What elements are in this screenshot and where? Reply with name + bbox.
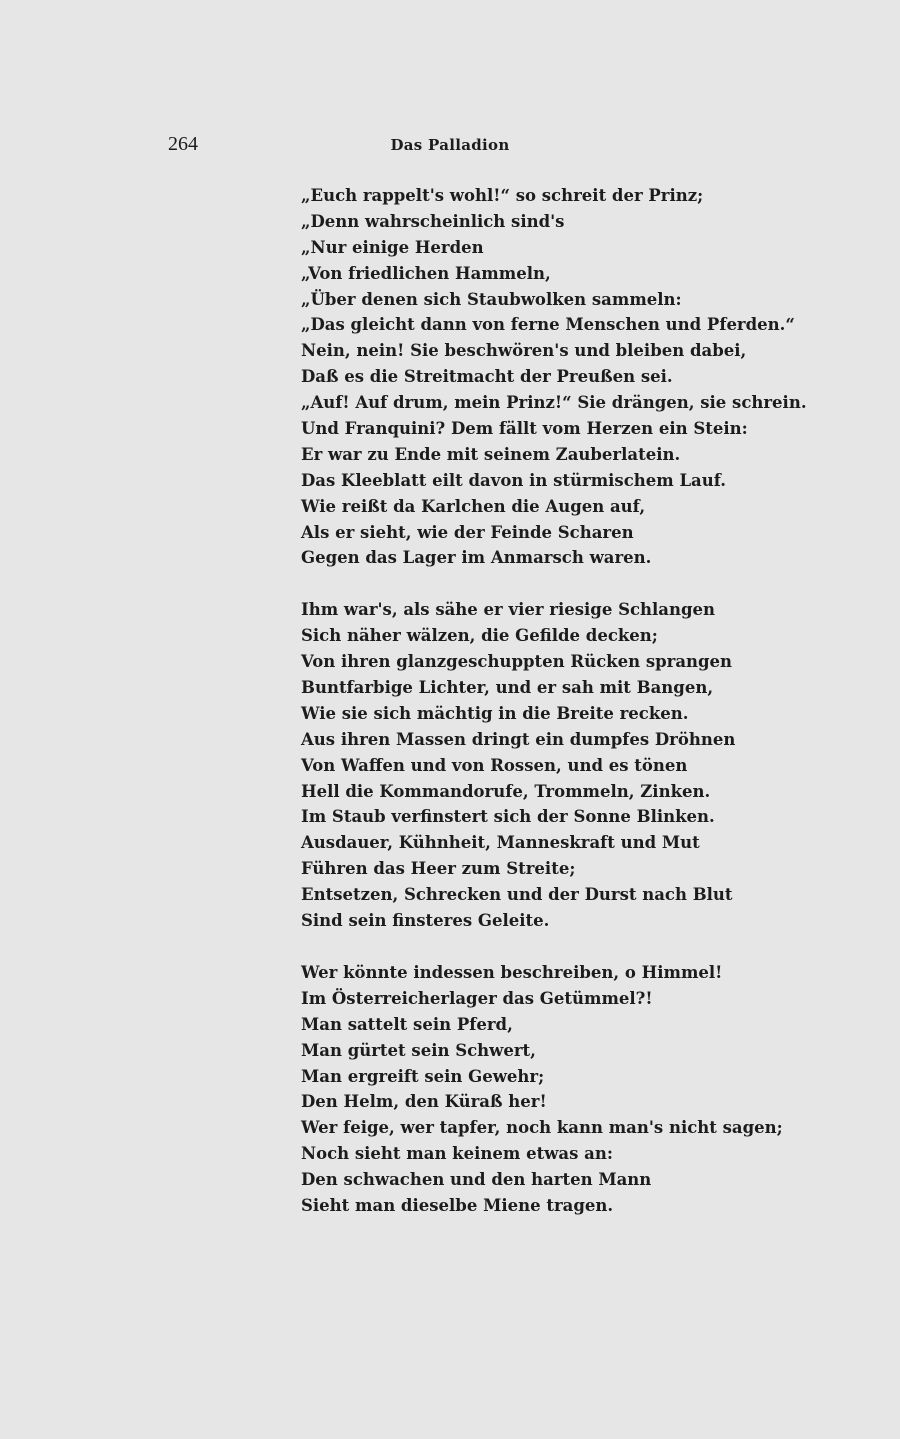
poem-line: Entsetzen, Schrecken und der Durst nach Blut xyxy=(301,885,733,905)
page-number: 264 xyxy=(168,133,198,155)
poem-line: Das Kleeblatt eilt davon in stürmischem Lauf. xyxy=(301,470,726,490)
poem-line: Buntfarbige Lichter, und er sah mit Bangen, xyxy=(301,678,714,698)
poem-line: Sieht man dieselbe Miene tragen. xyxy=(301,1195,614,1215)
poem-body xyxy=(301,183,861,1219)
poem-line: „Nur einige Herden xyxy=(301,237,484,257)
running-title: Das Palladion xyxy=(390,136,510,154)
poem-line: Im Österreicherlager das Getümmel?! xyxy=(301,988,653,1008)
poem-line: Wie reißt da Karlchen die Augen auf, xyxy=(301,496,646,516)
poem-line: Nein, nein! Sie beschwören's und bleiben dabei, xyxy=(301,341,747,361)
poem-line: Daß es die Streitmacht der Preußen sei. xyxy=(301,367,673,387)
stanza-1 xyxy=(301,183,861,571)
poem-line: Sich näher wälzen, die Gefilde decken; xyxy=(301,626,658,646)
poem-line: „Das gleicht dann von ferne Menschen und Pferden.“ xyxy=(301,315,795,335)
stanza-2 xyxy=(301,597,861,934)
poem-line: Hell die Kommandorufe, Trommeln, Zinken. xyxy=(301,781,711,801)
poem-line: „Euch rappelt's wohl!“ so schreit der Prinz; xyxy=(301,186,704,205)
poem-line: Man ergreift sein Gewehr; xyxy=(301,1066,545,1086)
poem-line: Ausdauer, Kühnheit, Manneskraft und Mut xyxy=(301,833,700,853)
stanza-3 xyxy=(301,960,861,1219)
poem-line: Den Helm, den Küraß her! xyxy=(301,1092,547,1112)
poem-line: Noch sieht man keinem etwas an: xyxy=(301,1144,613,1164)
poem-line: Man gürtet sein Schwert, xyxy=(301,1040,536,1060)
poem-line: Von ihren glanzgeschuppten Rücken sprangen xyxy=(301,652,733,672)
poem-line: Als er sieht, wie der Feinde Scharen xyxy=(301,522,634,542)
poem-line: „Über denen sich Staubwolken sammeln: xyxy=(301,289,682,309)
poem-line: Man sattelt sein Pferd, xyxy=(301,1014,513,1034)
poem-line: Im Staub verfinstert sich der Sonne Blinken. xyxy=(301,807,715,827)
poem-line: Sind sein finsteres Geleite. xyxy=(301,911,550,931)
poem-line: Von Waffen und von Rossen, und es tönen xyxy=(301,755,688,775)
poem-line: Den schwachen und den harten Mann xyxy=(301,1170,652,1190)
poem-line: „Denn wahrscheinlich sind's xyxy=(301,211,565,231)
poem-line: Er war zu Ende mit seinem Zauberlatein. xyxy=(301,444,681,464)
poem-line: „Von friedlichen Hammeln, xyxy=(301,263,551,283)
poem-line: Wer könnte indessen beschreiben, o Himmel! xyxy=(301,962,723,982)
poem-line: Aus ihren Massen dringt ein dumpfes Dröhnen xyxy=(301,729,736,749)
poem-line: Wer feige, wer tapfer, noch kann man's nicht sagen; xyxy=(301,1118,783,1138)
poem-line: Ihm war's, als sähe er vier riesige Schlangen xyxy=(301,600,716,620)
poem-line: Wie sie sich mächtig in die Breite recken. xyxy=(301,703,689,723)
poem-line: Und Franquini? Dem fällt vom Herzen ein Stein: xyxy=(301,419,748,439)
poem-line: „Auf! Auf drum, mein Prinz!“ Sie drängen, sie schrein. xyxy=(301,393,807,413)
poem-line: Führen das Heer zum Streite; xyxy=(301,859,576,879)
poem-line: Gegen das Lager im Anmarsch waren. xyxy=(301,548,652,568)
